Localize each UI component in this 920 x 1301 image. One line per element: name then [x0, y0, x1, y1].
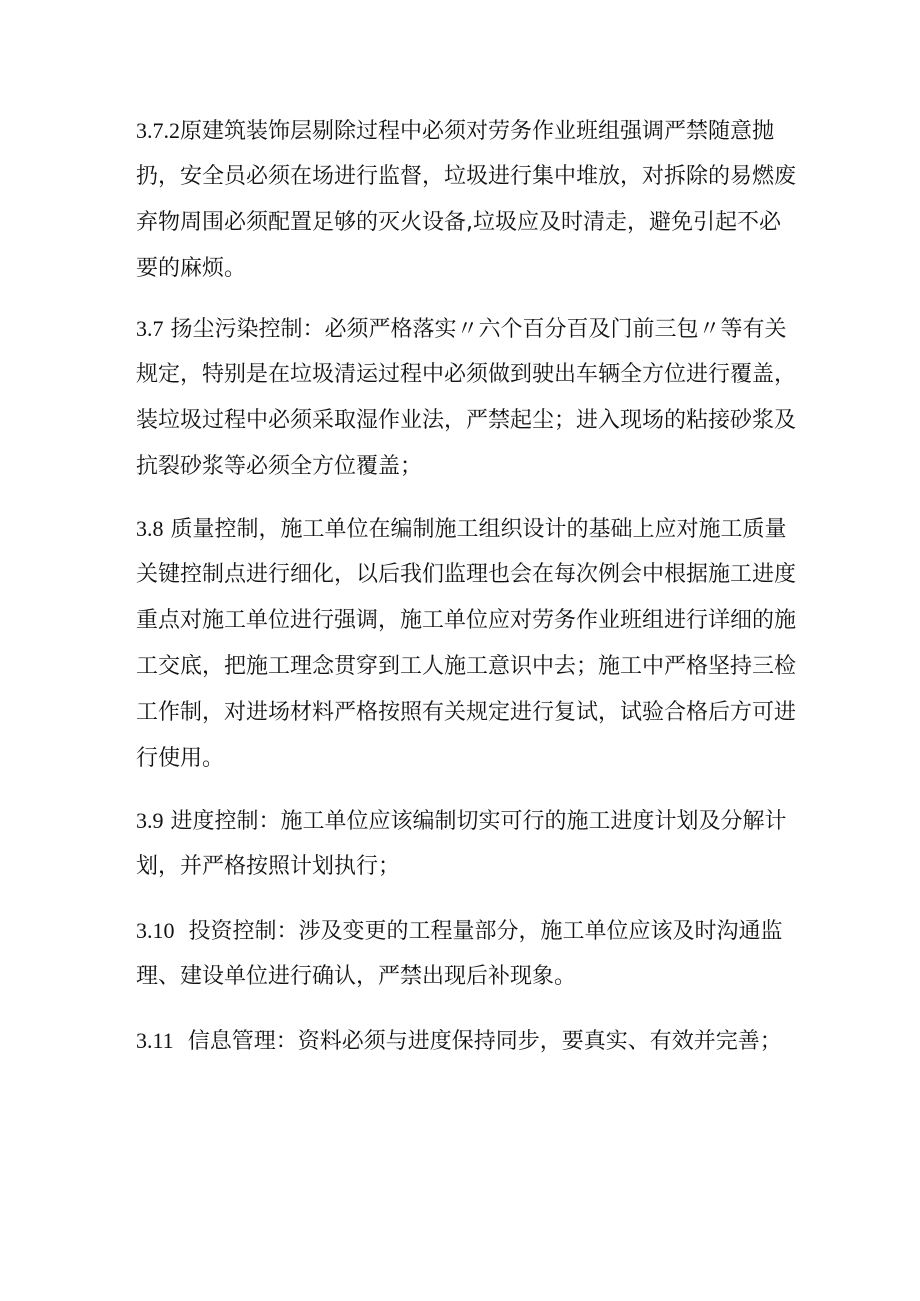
- line-text: 质量控制，施工单位在编制施工组织设计的基础上应对施工质量: [170, 517, 787, 542]
- paragraph-line: 理、建设单位进行确认，严禁出现后补现象。: [136, 964, 577, 989]
- section-number: 3.8: [136, 516, 164, 541]
- line-text: 投资控制：涉及变更的工程量部分，施工单位应该及时沟通监: [188, 919, 783, 944]
- paragraph-3-10: [136, 908, 796, 1000]
- line-text: 信息管理：资料必须与进度保持同步，要真实、有效并完善；: [187, 1029, 782, 1054]
- paragraph-line: 扔，安全员必须在场进行监督，垃圾进行集中堆放，对拆除的易燃废: [136, 164, 797, 189]
- section-number: 3.7.2: [136, 118, 180, 143]
- paragraph-line: [136, 108, 796, 154]
- paragraph-line: [136, 798, 796, 844]
- paragraph-line: [136, 1018, 796, 1064]
- section-number: 3.10: [136, 918, 175, 943]
- section-number: 3.7: [136, 316, 164, 341]
- paragraph-line: 工作制，对进场材料严格按照有关规定进行复试，试验合格后方可进: [136, 700, 797, 725]
- paragraph-line: 重点对施工单位进行强调，施工单位应对劳务作业班组进行详细的施: [136, 608, 797, 633]
- section-number: 3.11: [136, 1028, 174, 1053]
- paragraph-line: 要的麻烦。: [136, 256, 247, 281]
- line-text: 原建筑装饰层剔除过程中必须对劳务作业班组强调严禁随意抛: [180, 119, 775, 144]
- section-number: 3.9: [136, 808, 164, 833]
- paragraph-3-7-2: [136, 108, 796, 292]
- paragraph-line: 抗裂砂浆等必须全方位覆盖；: [136, 454, 423, 479]
- paragraph-line: 行使用。: [136, 746, 225, 771]
- line-text: 进度控制：施工单位应该编制切实可行的施工进度计划及分解计: [170, 809, 787, 834]
- paragraph-3-9: [136, 798, 796, 890]
- paragraph-line: 弃物周围必须配置足够的灭火设备,垃圾应及时清走，避免引起不必: [136, 210, 781, 235]
- paragraph-line: [136, 908, 796, 954]
- paragraph-line: 划，并严格按照计划执行；: [136, 854, 401, 879]
- paragraph-3-11: [136, 1018, 796, 1064]
- paragraph-line: 规定，特别是在垃圾清运过程中必须做到驶出车辆全方位进行覆盖，: [136, 362, 797, 387]
- paragraph-3-8: [136, 506, 796, 782]
- paragraph-line: [136, 306, 796, 352]
- paragraph-3-7: [136, 306, 796, 490]
- line-text: 扬尘污染控制：必须严格落实〃六个百分百及门前三包〃等有关: [170, 317, 787, 342]
- paragraph-line: 关键控制点进行细化，以后我们监理也会在每次例会中根据施工进度: [136, 562, 797, 587]
- paragraph-line: 工交底，把施工理念贯穿到工人施工意识中去；施工中严格坚持三检: [136, 654, 797, 679]
- paragraph-line: [136, 506, 796, 552]
- paragraph-line: 装垃圾过程中必须采取湿作业法，严禁起尘；进入现场的粘接砂浆及: [136, 408, 797, 433]
